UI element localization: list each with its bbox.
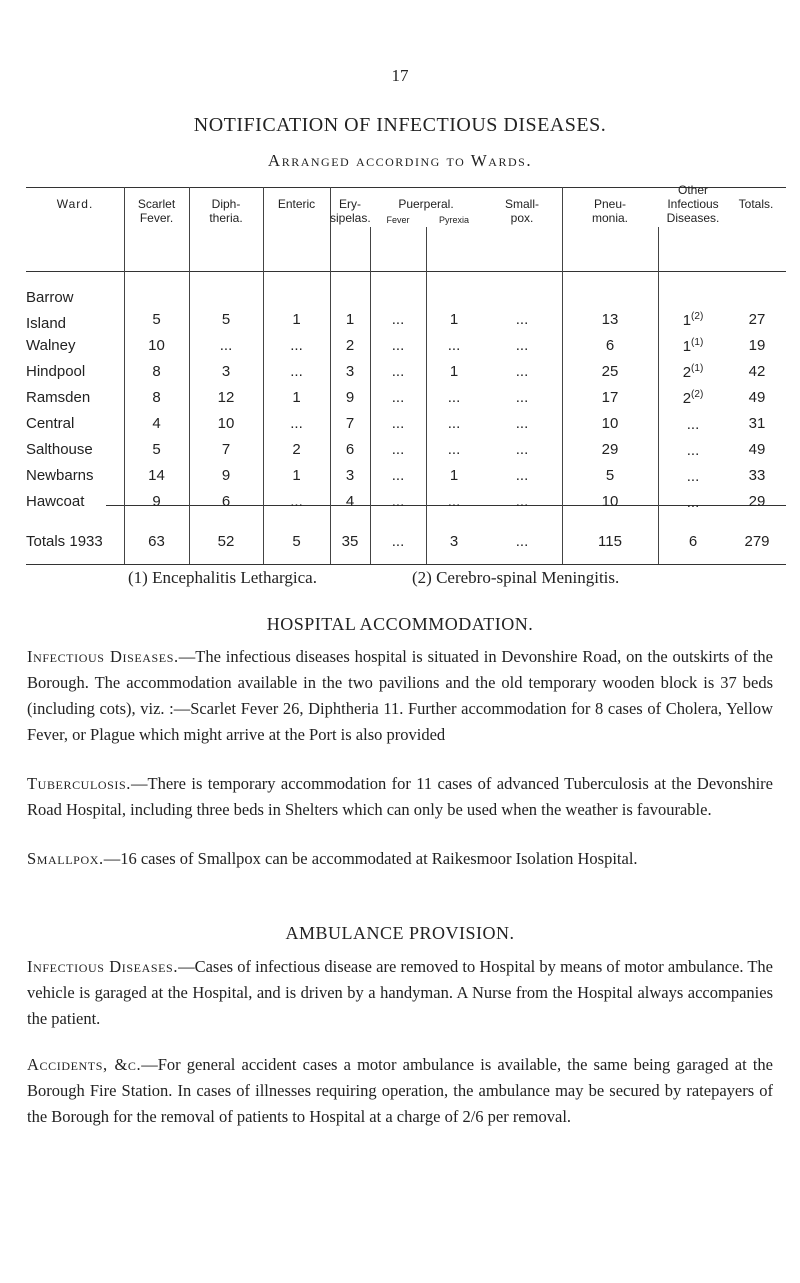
page-title: NOTIFICATION OF INFECTIOUS DISEASES. (193, 114, 607, 136)
cell-enteric: 1 (292, 311, 301, 328)
table-row (26, 389, 786, 415)
header-other-infectious: Other Infectious Diseases. (666, 183, 720, 225)
cell-puerperal-fever: ... (391, 311, 405, 328)
cell-scarlet: 8 (152, 389, 161, 406)
cell-puerperal-pyrexia: ... (447, 337, 461, 354)
cell-erysipelas: 7 (345, 415, 355, 432)
paragraph-text: —16 cases of Smallpox can be accommodated at Raikesmoor Isolation Hospital. (103, 849, 638, 868)
total-smallpox: ... (515, 533, 529, 550)
totals-label: Totals 1933 (26, 533, 103, 550)
total-other: 6 (688, 533, 698, 550)
table-row (26, 467, 786, 493)
hospital-tuberculosis-paragraph (27, 771, 773, 823)
cell-other: ... (686, 468, 700, 485)
total-scarlet: 63 (148, 533, 165, 550)
header-erysipelas: Ery- sipelas. (330, 197, 371, 225)
cell-diphtheria: 3 (221, 363, 231, 380)
cell-other: ... (686, 494, 700, 511)
cell-puerperal-fever: ... (391, 441, 405, 458)
cell-puerperal-fever: ... (391, 415, 405, 432)
ambulance-accidents-paragraph (27, 1052, 773, 1130)
paragraph-text: —Cases of infectious disease are removed to Hospital by means of motor ambulance. The vehicle is garaged at the Hospital, and is driven by a handyman. A Nurse from the Hospital always accompanies the patient. (27, 957, 773, 1028)
header-smallpox: Small- pox. (504, 197, 539, 225)
cell-puerperal-fever: ... (391, 389, 405, 406)
cell-puerperal-pyrexia: 1 (449, 467, 459, 484)
hospital-infectious-paragraph (27, 644, 773, 748)
header-puerperal: Puerperal. (398, 197, 454, 211)
cell-smallpox: ... (515, 363, 529, 380)
page-subtitle: Arranged according to Wards. (267, 151, 533, 170)
cell-other: 1$^{(1)}$ (682, 337, 704, 355)
cell-erysipelas: 2 (345, 337, 355, 354)
cell-pneumonia: 10 (601, 415, 619, 432)
table-row (26, 337, 786, 363)
cell-pneumonia: 25 (601, 363, 619, 380)
cell-scarlet: 14 (148, 467, 165, 484)
cell-erysipelas: 9 (345, 389, 355, 406)
ward-walney: Walney (26, 337, 76, 354)
cell-scarlet: 10 (148, 337, 165, 354)
cell-diphtheria: 6 (221, 493, 231, 510)
paragraph-lead: Tuberculosis. (27, 774, 132, 793)
hospital-heading: HOSPITAL ACCOMMODATION. (266, 614, 534, 634)
cell-total: 31 (748, 415, 766, 432)
cell-total: 19 (748, 337, 766, 354)
table-row (26, 311, 786, 337)
cell-scarlet: 8 (152, 363, 161, 380)
header-puerperal-fever: Fever (386, 215, 410, 225)
cell-puerperal-fever: ... (391, 467, 405, 484)
paragraph-lead: Smallpox. (27, 849, 104, 868)
ward-central: Central (26, 415, 75, 432)
cell-other: 1$^{(2)}$ (682, 311, 704, 329)
cell-diphtheria: 9 (221, 467, 231, 484)
ward-ramsden: Ramsden (26, 389, 91, 406)
cell-total: 33 (748, 467, 766, 484)
table-header-rule (26, 271, 786, 272)
footnote-2: (2) Cerebro-spinal Meningitis. (412, 568, 620, 587)
cell-enteric: 2 (292, 441, 301, 458)
total-pneumonia: 115 (598, 533, 622, 550)
cell-puerperal-pyrexia: ... (447, 441, 461, 458)
header-puerperal-pyrexia: Pyrexia (438, 215, 469, 225)
paragraph-lead: Infectious Diseases. (27, 957, 179, 976)
cell-total: 29 (748, 493, 766, 510)
cell-pneumonia: 5 (605, 467, 615, 484)
cell-pneumonia: 29 (601, 441, 619, 458)
cell-puerperal-fever: ... (391, 363, 405, 380)
cell-smallpox: ... (515, 389, 529, 406)
cell-puerperal-pyrexia: ... (447, 389, 461, 406)
cell-pneumonia: 13 (601, 311, 619, 328)
ward-salthouse: Salthouse (26, 441, 93, 458)
page-number: 17 (391, 66, 409, 85)
cell-scarlet: 5 (152, 311, 161, 328)
total-puerperal-fever: ... (391, 533, 405, 550)
table-row (26, 441, 786, 467)
header-diphtheria: Diph- theria. (209, 197, 243, 225)
header-ward: Ward. (56, 197, 94, 211)
cell-other: 2$^{(2)}$ (682, 389, 704, 407)
ambulance-heading: AMBULANCE PROVISION. (285, 923, 515, 943)
ward-hawcoat: Hawcoat (26, 493, 85, 510)
ambulance-infectious-paragraph (27, 954, 773, 1032)
cell-puerperal-pyrexia: 1 (449, 363, 459, 380)
cell-diphtheria: 5 (221, 311, 231, 328)
cell-other: ... (686, 416, 700, 433)
total-grand: 279 (744, 533, 770, 550)
footnote-1: (1) Encephalitis Lethargica. (128, 568, 317, 587)
cell-total: 49 (748, 441, 766, 458)
totals-row (26, 533, 786, 559)
cell-other: 2$^{(1)}$ (682, 363, 704, 381)
paragraph-text: —The infectious diseases hospital is situated in Devonshire Road, on the outskirts of the Borough. The accommodation available in the two pavilions and the old temporary wooden block is 37 beds (including cots), viz. :—Scarlet Fever 26, Diphtheria 11. Further accommodation for 8 cases of Cholera, Yellow Fever, or Plague which might arrive at the Port is also provided (27, 647, 773, 744)
cell-erysipelas: 3 (345, 363, 355, 380)
ward-barrow-island: Barrow Island (26, 289, 74, 332)
cell-smallpox: ... (515, 467, 529, 484)
cell-smallpox: ... (515, 441, 529, 458)
cell-smallpox: ... (515, 415, 529, 432)
paragraph-text: —For general accident cases a motor ambulance is available, the same being garaged at the Borough Fire Station. In cases of illnesses requiring operation, the ambulance may be secured by ratepayers of the Borough for the removal of patients to Hospital at a charge of 2/6 per removal. (27, 1055, 773, 1126)
header-totals: Totals. (738, 197, 774, 211)
notification-table (26, 183, 786, 567)
cell-erysipelas: 4 (345, 493, 355, 510)
cell-enteric: ... (290, 337, 303, 354)
ward-newbarns: Newbarns (26, 467, 94, 484)
cell-puerperal-fever: ... (391, 337, 405, 354)
cell-enteric: ... (290, 363, 303, 380)
table-row (26, 415, 786, 441)
cell-puerperal-pyrexia: ... (447, 415, 461, 432)
cell-puerperal-pyrexia: ... (447, 493, 461, 510)
cell-erysipelas: 6 (345, 441, 355, 458)
cell-scarlet: 5 (152, 441, 161, 458)
cell-total: 27 (748, 311, 766, 328)
cell-pneumonia: 17 (601, 389, 619, 406)
cell-enteric: 1 (292, 389, 301, 406)
cell-enteric: ... (290, 415, 303, 432)
cell-erysipelas: 1 (345, 311, 355, 328)
cell-puerperal-fever: ... (391, 493, 405, 510)
table-bottom-rule (26, 564, 786, 565)
cell-scarlet: 9 (152, 493, 161, 510)
total-erysipelas: 35 (341, 533, 359, 550)
ward-hindpool: Hindpool (26, 363, 86, 380)
cell-total: 49 (748, 389, 766, 406)
cell-erysipelas: 3 (345, 467, 355, 484)
table-row (26, 363, 786, 389)
cell-pneumonia: 10 (601, 493, 619, 510)
hospital-smallpox-paragraph (27, 846, 773, 872)
cell-other: ... (686, 442, 700, 459)
paragraph-text: —There is temporary accommodation for 11 cases of advanced Tuberculosis at the Devonshire Road Hospital, including three beds in Shelters which can only be used when the weather is favourable. (27, 774, 773, 819)
cell-enteric: ... (290, 493, 303, 510)
cell-smallpox: ... (515, 337, 529, 354)
cell-diphtheria: 10 (217, 415, 235, 432)
cell-diphtheria: 12 (217, 389, 235, 406)
table-row (26, 493, 786, 519)
cell-smallpox: ... (515, 311, 529, 328)
total-puerperal-pyrexia: 3 (449, 533, 459, 550)
cell-diphtheria: 7 (221, 441, 231, 458)
header-enteric: Enteric (277, 197, 316, 211)
cell-puerperal-pyrexia: 1 (449, 311, 459, 328)
cell-smallpox: ... (515, 493, 529, 510)
header-pneumonia: Pneu- monia. (591, 197, 629, 225)
header-scarlet-fever: Scarlet Fever. (137, 197, 176, 225)
cell-total: 42 (748, 363, 766, 380)
total-enteric: 5 (292, 533, 301, 550)
paragraph-lead: Infectious Diseases. (27, 647, 179, 666)
cell-scarlet: 4 (152, 415, 161, 432)
paragraph-lead: Accidents, &c. (27, 1055, 142, 1074)
total-diphtheria: 52 (217, 533, 235, 550)
cell-enteric: 1 (292, 467, 301, 484)
cell-pneumonia: 6 (605, 337, 615, 354)
cell-diphtheria: ... (219, 337, 233, 354)
